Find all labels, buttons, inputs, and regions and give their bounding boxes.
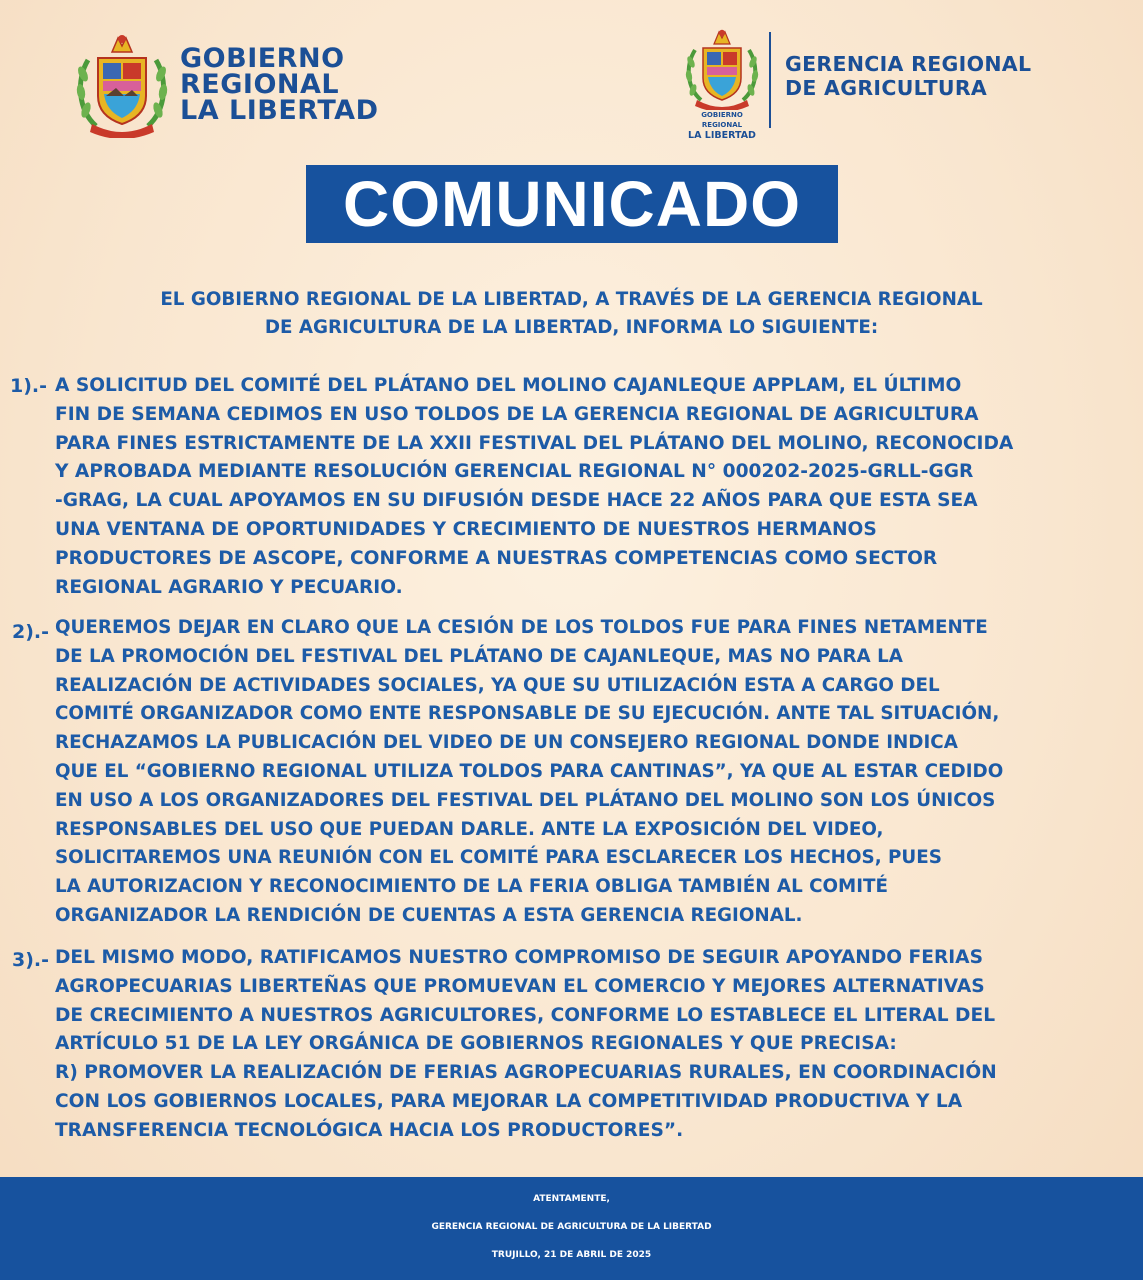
item-line: DEL MISMO MODO, RATIFICAMOS NUESTRO COMPROMISO DE SEGUIR APOYANDO FERIAS	[55, 947, 983, 968]
item-line: PRODUCTORES DE ASCOPE, CONFORME A NUESTRAS COMPETENCIAS COMO SECTOR	[55, 547, 938, 569]
signature-footer	[0, 1177, 1143, 1280]
item-line: -GRAG, LA CUAL APOYAMOS EN SU DIFUSIÓN DESDE HACE 22 AÑOS PARA QUE ESTA SEA	[55, 490, 978, 512]
item-line: FIN DE SEMANA CEDIMOS EN USO TOLDOS DE LA GERENCIA REGIONAL DE AGRICULTURA	[55, 403, 979, 425]
gobierno-regional-logo	[74, 30, 404, 140]
item-line: DE CRECIMIENTO A NUESTROS AGRICULTORES, CONFORME LO ESTABLECE EL LITERAL DEL	[55, 1004, 996, 1026]
footer-line: GERENCIA REGIONAL DE AGRICULTURA DE LA LIBERTAD	[431, 1222, 712, 1232]
item-text	[55, 614, 1003, 931]
footer-line: ATENTAMENTE,	[533, 1194, 610, 1204]
item-line: RECHAZAMOS LA PUBLICACIÓN DEL VIDEO DE UN CONSEJERO REGIONAL DONDE INDICA	[55, 732, 958, 754]
item-number: 3).-	[12, 949, 50, 971]
logo-line: GOBIERNO	[180, 43, 345, 74]
item-line: A SOLICITUD DEL COMITÉ DEL PLÁTANO DEL MOLINO CAJANLEQUE APPLAM, EL ÚLTIMO	[55, 375, 962, 396]
item-line: QUEREMOS DEJAR EN CLARO QUE LA CESIÓN DE LOS TOLDOS FUE PARA FINES NETAMENTE	[55, 617, 988, 638]
item-number: 1).-	[10, 375, 48, 397]
crest-caption-top: GOBIERNO REGIONAL	[701, 111, 743, 129]
item-line: AGROPECUARIAS LIBERTEÑAS QUE PROMUEVAN EL COMERCIO Y MEJORES ALTERNATIVAS	[55, 975, 985, 997]
logo-line: REGIONAL	[180, 69, 340, 100]
item-line: LA AUTORIZACION Y RECONOCIMIENTO DE LA FERIA OBLIGA TAMBIÉN AL COMITÉ	[55, 876, 889, 898]
crest-caption-bottom: LA LIBERTAD	[688, 130, 756, 141]
crest-caption	[683, 110, 761, 142]
gobierno-regional-wordmark	[180, 43, 379, 126]
item-line: ARTÍCULO 51 DE LA LEY ORGÁNICA DE GOBIERNOS REGIONALES Y QUE PRECISA:	[55, 1033, 897, 1055]
item-line: R) PROMOVER LA REALIZACIÓN DE FERIAS AGROPECUARIAS RURALES, EN COORDINACIÓN	[55, 1062, 997, 1084]
intro-line: DE AGRICULTURA DE LA LIBERTAD, INFORMA LO SIGUIENTE:	[264, 317, 879, 338]
item-line: Y APROBADA MEDIANTE RESOLUCIÓN GERENCIAL REGIONAL N° 000202-2025-GRLL-GGR	[55, 461, 974, 483]
footer-line: TRUJILLO, 21 DE ABRIL DE 2025	[491, 1250, 652, 1260]
item-line: TRANSFERENCIA TECNOLÓGICA HACIA LOS PRODUCTORES”.	[55, 1119, 684, 1141]
coat-of-arms-icon	[74, 30, 170, 138]
item-line: UNA VENTANA DE OPORTUNIDADES Y CRECIMIENTO DE NUESTROS HERMANOS	[55, 518, 877, 540]
item-line: EN USO A LOS ORGANIZADORES DEL FESTIVAL DEL PLÁTANO DEL MOLINO SON LOS ÚNICOS	[55, 789, 996, 811]
item-line: SOLICITAREMOS UNA REUNIÓN CON EL COMITÉ PARA ESCLARECER LOS HECHOS, PUES	[55, 847, 942, 869]
item-line: PARA FINES ESTRICTAMENTE DE LA XXII FESTIVAL DEL PLÁTANO DEL MOLINO, RECONOCIDA	[55, 432, 1014, 454]
coat-of-arms-icon	[683, 26, 761, 110]
item-line: DE LA PROMOCIÓN DEL FESTIVAL DEL PLÁTANO DE CAJANLEQUE, MAS NO PARA LA	[55, 645, 903, 667]
item-line: COMITÉ ORGANIZADOR COMO ENTE RESPONSABLE DE SU EJECUCIÓN. ANTE TAL SITUACIÓN,	[55, 703, 1000, 725]
item-line: QUE EL “GOBIERNO REGIONAL UTILIZA TOLDOS PARA CANTINAS”, YA QUE AL ESTAR CEDIDO	[55, 760, 1004, 782]
gerencia-agricultura-logo	[683, 26, 1103, 141]
logo-line: LA LIBERTAD	[180, 95, 379, 126]
page-title: COMUNICADO	[306, 165, 838, 243]
item-line: RESPONSABLES DEL USO QUE PUEDAN DARLE. ANTE LA EXPOSICIÓN DEL VIDEO,	[55, 818, 884, 840]
logo-divider	[769, 32, 771, 128]
item-text	[55, 944, 997, 1146]
item-line: CON LOS GOBIERNOS LOCALES, PARA MEJORAR LA COMPETITIVIDAD PRODUCTIVA Y LA	[55, 1090, 963, 1112]
item-line: REALIZACIÓN DE ACTIVIDADES SOCIALES, YA QUE SU UTILIZACIÓN ESTA A CARGO DEL	[55, 674, 940, 696]
gerencia-wordmark	[785, 52, 1031, 100]
logo-line: GERENCIA REGIONAL	[785, 52, 1032, 76]
item-text	[55, 372, 1013, 602]
logo-line: DE AGRICULTURA	[785, 76, 988, 100]
item-number: 2).-	[12, 621, 50, 643]
intro-line: EL GOBIERNO REGIONAL DE LA LIBERTAD, A TRAVÉS DE LA GERENCIA REGIONAL	[160, 289, 983, 310]
item-line: REGIONAL AGRARIO Y PECUARIO.	[55, 576, 403, 598]
intro-paragraph	[60, 286, 1083, 342]
item-line: ORGANIZADOR LA RENDICIÓN DE CUENTAS A ESTA GERENCIA REGIONAL.	[55, 904, 803, 926]
